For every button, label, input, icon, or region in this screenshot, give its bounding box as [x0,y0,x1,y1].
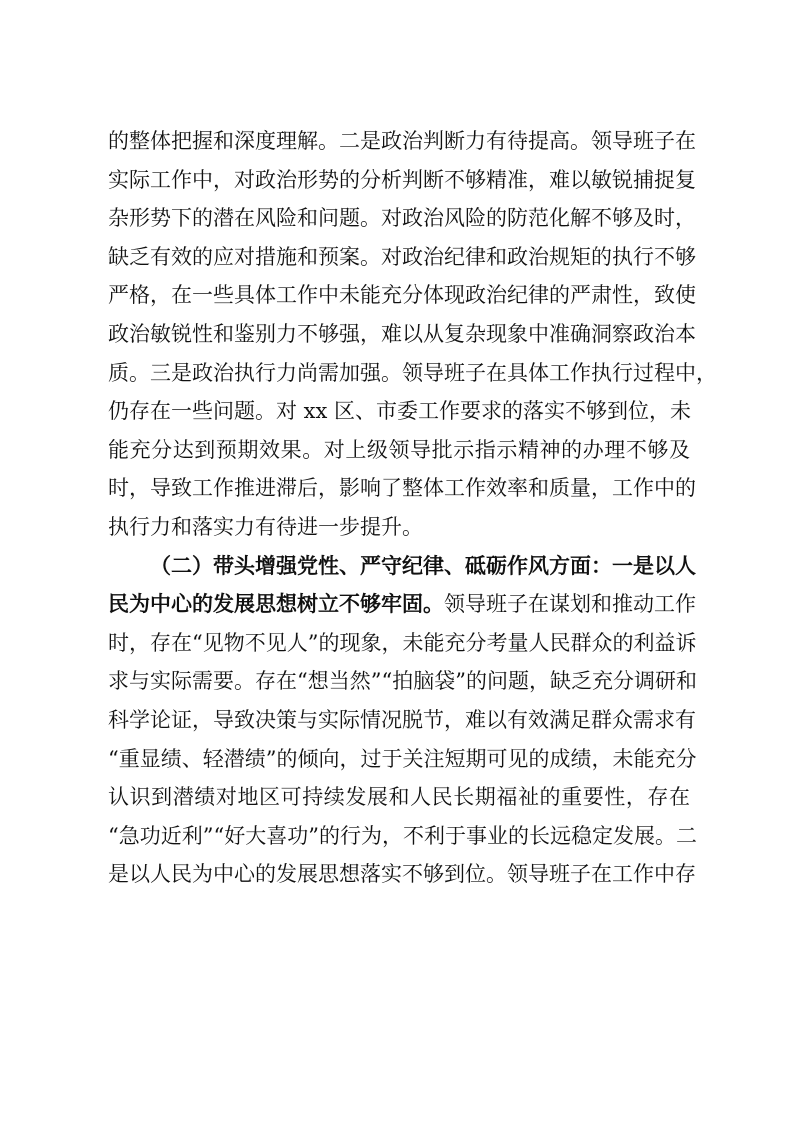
text-line-14: 时，存在“见物不见人”的现象，未能充分考量人民群众的利益诉 [108,630,697,655]
text-line-16: 科学论证，导致决策与实际情况脱节，难以有效满足群众需求有 [108,707,696,732]
point-one-heading: 民为中心的发展思想树立不够牢固。 [108,591,444,617]
text-line-7: 质。三是政治执行力尚需加强。领导班子在具体工作执行过程中， [108,360,717,385]
text-line-2: 实际工作中，对政治形势的分析判断不够精准，难以敏锐捕捉复 [108,167,696,192]
text-line-1: 的整体把握和深度理解。二是政治判断力有待提高。领导班子在 [108,129,696,153]
text-line-18: 认识到潜绩对地区可持续发展和人民长期福祉的重要性，存在 [108,785,690,810]
text-line-5: 严格，在一些具体工作中未能充分体现政治纪律的严肃性，致使 [108,283,696,308]
text-line-8: 仍存在一些问题。对 xx 区、市委工作要求的落实不够到位，未 [108,399,692,424]
text-line-19: “急功近利”“好大喜功”的行为，不利于事业的长远稳定发展。二 [108,823,697,848]
text-line-20: 是以人民为中心的发展思想落实不够到位。领导班子在工作中存 [108,862,696,887]
section-heading-line [108,547,696,586]
text-line-6: 政治敏锐性和鉴别力不够强，难以从复杂现象中准确洞察政治本 [108,321,696,346]
text-line-13: 民为中心的发展思想树立不够牢固。领导班子在谋划和推动工作 [108,591,696,617]
section-heading: （二）带头增强党性、严守纪律、砥砺作风方面：一是以人 [150,552,696,578]
text-line-9: 能充分达到预期效果。对上级领导批示指示精神的办理不够及 [108,437,690,462]
body-text [108,122,717,894]
text-line-15: 求与实际需要。存在“想当然”“拍脑袋”的问题，缺乏充分调研和 [108,669,697,694]
text-line-10: 时，导致工作推进滞后，影响了整体工作效率和质量，工作中的 [108,476,696,501]
text-line-11: 执行力和落实力有待进一步提升。 [108,514,423,539]
text-line-3: 杂形势下的潜在风险和问题。对政治风险的防范化解不够及时， [108,206,696,231]
text-line-4: 缺乏有效的应对措施和预案。对政治纪律和政治规矩的执行不够 [108,244,696,269]
text-line-17: “重显绩、轻潜绩”的倾向，过于关注短期可见的成绩，未能充分 [108,746,697,771]
